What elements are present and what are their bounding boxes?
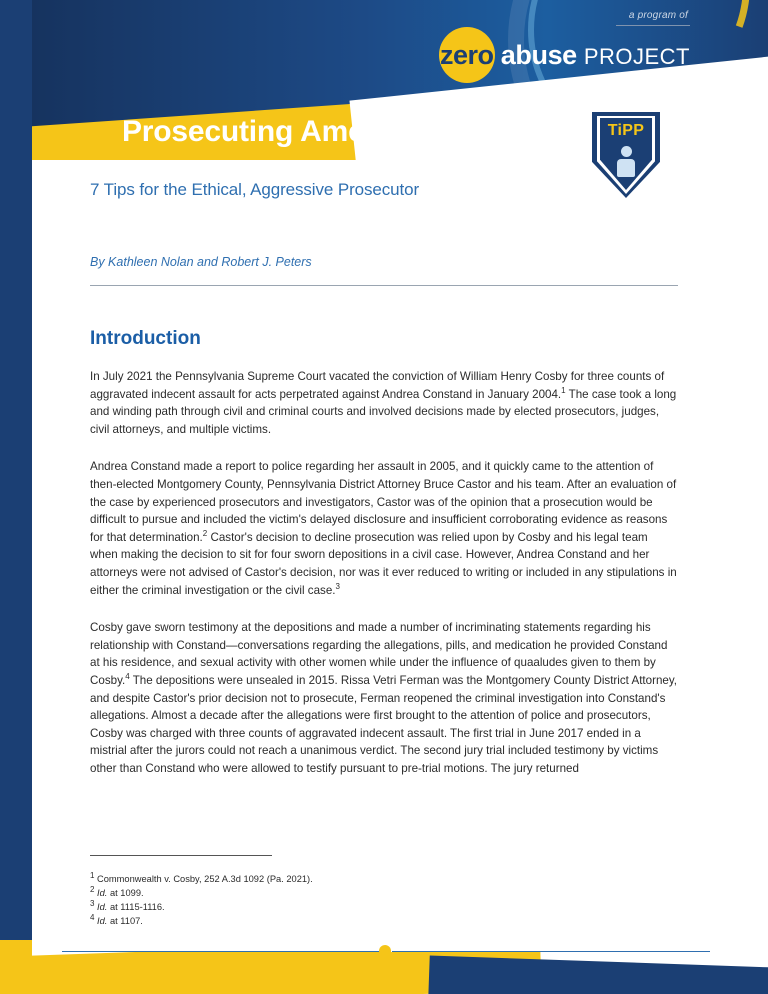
tipp-shield-badge xyxy=(592,112,660,202)
logo-abuse-word: abuse xyxy=(500,39,577,70)
footnote-number: 3 xyxy=(90,898,95,908)
author-byline: By Kathleen Nolan and Robert J. Peters xyxy=(90,255,312,269)
footnote-marker: 2 xyxy=(202,528,208,538)
footnote-number: 4 xyxy=(90,912,95,922)
page-subtitle: 7 Tips for the Ethical, Aggressive Prosecutor xyxy=(90,180,420,199)
footnote-item: $^3$ Id. at 1115-1116. xyxy=(90,898,165,912)
footnote-marker: 4 xyxy=(125,672,130,682)
section-heading-introduction: Introduction xyxy=(90,328,201,349)
footer-band xyxy=(32,952,768,994)
footnote-marker: 1 xyxy=(561,385,566,395)
logo-circle-icon xyxy=(439,27,495,83)
left-accent-bar-yellow xyxy=(0,940,32,994)
footnote-item: $^1$ Commonwealth v. Cosby, 252 A.3d 1092 (Pa. 2021). xyxy=(90,870,313,884)
footnotes-list xyxy=(90,872,678,928)
footnote-citation-italic: Id. xyxy=(97,916,108,926)
left-accent-bar xyxy=(0,0,32,994)
footnote-item: $^2$ Id. at 1099. xyxy=(90,884,144,898)
logo-wordmark xyxy=(501,40,690,71)
paragraph: Cosby gave sworn testimony at the depositions and made a number of incriminating statements regarding his relationship with Constand—conversations regarding the allegations, pills, and medication he provided Constand at his residence, and sexual activity with other women while under the influence of quaaludes given to them by Cosby.$^4$ The depositions were unsealed in 2015. Rissa Vetri Ferman was the Montgomery County District Attorney, and despite Castor's prior decision not to prosecute, Ferman reopened the criminal investigation into Constand's allegations. Almost a decade after the allegations were first brought to the attention of police and prosecutors, Cosby was charged with three counts of aggravated indecent assault. The first trial in June 2017 ended in a mistrial after the jurors could not reach a unanimous verdict. The second jury trial included testimony by victims other than Constand who were allowed to testify pursuant to pre-trial motions. The jury returned xyxy=(90,621,678,775)
footnote-item: $^4$ Id. at 1107. xyxy=(90,912,143,926)
footnote-citation-italic: Id. xyxy=(97,888,108,898)
logo-zero-word: zero xyxy=(440,39,494,70)
shield-label: TiPP xyxy=(607,122,645,139)
footnote-number: 1 xyxy=(90,870,95,880)
shield-figure-icon xyxy=(617,146,635,177)
logo-tagline: a program of xyxy=(628,10,688,21)
logo-project-word: PROJECT xyxy=(583,43,690,69)
footnote-number: 2 xyxy=(90,884,95,894)
footnote-divider xyxy=(90,855,272,856)
page-title: Prosecuting America's Dad xyxy=(122,115,505,148)
body-text xyxy=(90,368,678,797)
paragraph: Andrea Constand made a report to police regarding her assault in 2005, and it quickly came to the attention of then-elected Montgomery County, Pennsylvania District Attorney Bruce Castor and his team. After an evaluation of the case by experienced prosecutors and investigators, Castor was of the opinion that a prosecution would be difficult to pursue and included the victim's delayed disclosure and insufficient corroborating evidence as reasons for that determination.$^2$ Castor's decision to decline prosecution was relied upon by Cosby and his legal team when making the decision to sit for four sworn depositions in a civil case. However, Andrea Constand and her attorneys were not advised of Castor's decision, nor was it ever reduced to writing or included in any stipulations in either the criminal investigation or the civil case.$^3$ xyxy=(90,460,677,597)
footnote-citation-italic: Id. xyxy=(97,902,108,912)
paragraph: In July 2021 the Pennsylvania Supreme Court vacated the conviction of William Henry Cosby for three counts of aggravated indecent assault for acts perpetrated against Andrea Constand in January 2004.$^1$ The case took a long and winding path through civil and criminal courts and involved decisions made by elected prosecutors, judges, civil attorneys, and multiple victims. xyxy=(90,370,677,436)
footnote-marker: 3 xyxy=(335,581,340,591)
shield-figure-head xyxy=(621,146,632,157)
footer-wedge-blue xyxy=(428,955,768,994)
byline-divider xyxy=(90,285,678,286)
shield-figure-body xyxy=(617,159,635,177)
